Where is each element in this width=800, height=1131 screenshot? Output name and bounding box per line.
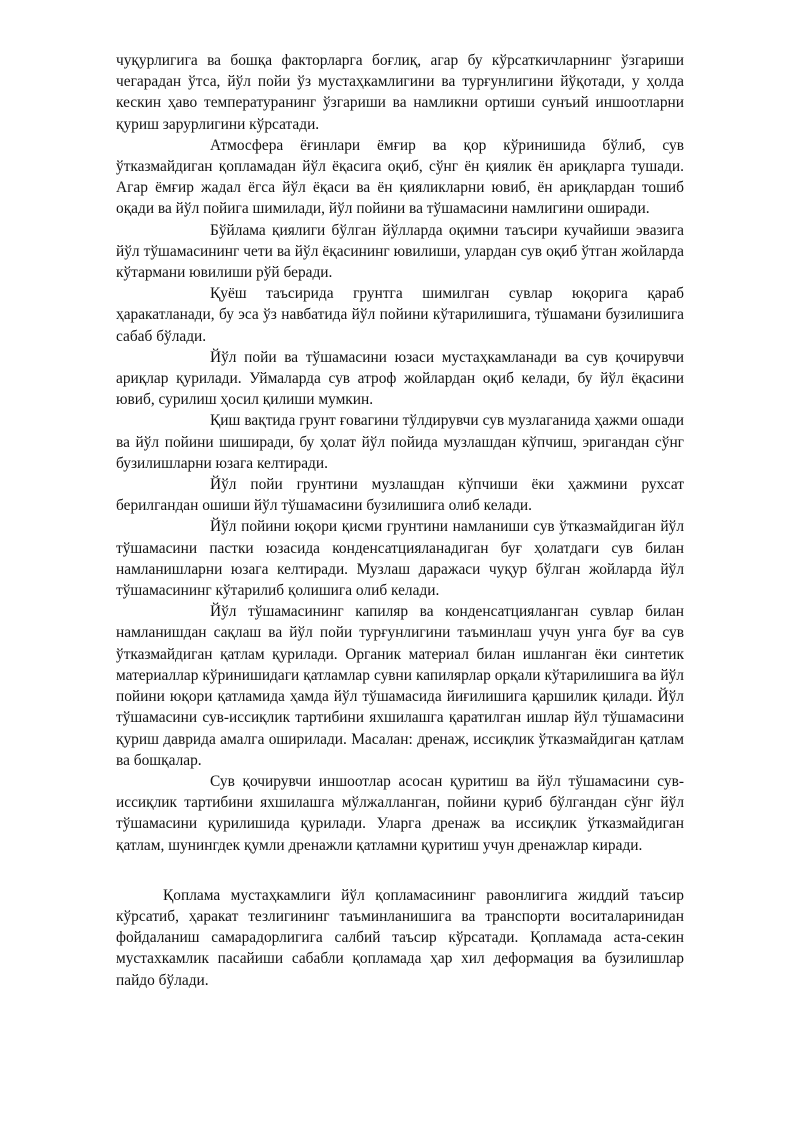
paragraph-2: Атмосфера ёғинлари ёмғир ва қор кўринишида бўлиб, сув ўтказмайдиган қопламадан йўл ёқасига оқиб, сўнг ён қиялик ён ариқларга тушади. Агар ёмғир жадал ёгса йўл ёқаси ва ён қияликларни ювиб, ён ариқлардан тошиб оқади ва йўл пойига шимилади, йўл пойини ва тўшамасини намлигини оширади. xyxy=(116,136,684,218)
paragraph-4: Қуёш таъсирида грунтга шимилган сувлар юқорига қараб ҳаракатланади, бу эса ўз навбатида йўл пойини кўтарилишига, тўшамани бузилишига сабаб бўлади. xyxy=(116,285,684,345)
paragraph-3: Бўйлама қиялиги бўлган йўлларда оқимни таъсири кучайиши эвазига йўл тўшамасининг чети ва йўл ёқасининг ювилиши, улардан сув оқиб ўтган жойларда кўтармани ювилиши рўй беради. xyxy=(116,221,684,282)
paragraph-11: Қоплама мустаҳкамлиги йўл қопламасининг равонлигига жиддий таъсир кўрсатиб, ҳаракат тезлигининг таъминланишига ва транспорти воситаларинидан фойдаланиш самарадорлигига салбий таъсир кўрсатади. Қопламада аста-секин мустахкамлик пасайиши сабабли қопламада ҳар хил деформация ва бузилишлар пайдо бўлади. xyxy=(116,886,684,989)
document-body xyxy=(116,50,684,991)
paragraph-9: Йўл тўшамасининг капиляр ва конденсатцияланган сувлар билан намланишдан сақлаш ва йўл пойи турғунлигини таъминлаш учун унга буғ ва сув ўтказмайдиган қатлам қурилади. Органик материал билан ишланган ёки синтетик материаллар кўринишидаги қатламлар сувни капилярлар орқали кўтарилишига ва йўл пойини юқори қатламида ҳамда йўл тўшамасида йиғилишига қаршилик қилади. Йўл тўшамасини сув-иссиқлик тартибини яхшилашга қаратилган ишлар йўл тўшамасини қуриш даврида амалга оширилади. Масалан: дренаж, иссиқлик ўтказмайдиган қатлам ва бошқалар. xyxy=(116,603,684,769)
paragraph-1: чуқурлигига ва бошқа факторларга боғлиқ, агар бу кўрсаткичларнинг ўзгариши чегарадан ўтса, йўл пойи ўз мустаҳкамлигини ва турғунлигини йўқотади, у ҳолда кескин ҳаво температуранинг ўзгариши ва намликни ортиши сунъий иншоотларни қуриш зарурлигини кўрсатади. xyxy=(116,52,684,133)
paragraph-6: Қиш вақтида грунт ғовагини тўлдирувчи сув музлаганида ҳажми ошади ва йўл пойини шиширади, бу ҳолат йўл пойида музлашдан кўпчиш, эригандан сўнг бузилишларни юзага келтиради. xyxy=(116,412,684,472)
paragraph-5: Йўл пойи ва тўшамасини юзаси мустаҳкамланади ва сув қочирувчи ариқлар қурилади. Уймаларда сув атроф жойлардан оқиб келади, бу йўл ёқасини ювиб, сурилиш ҳосил қилиши мумкин. xyxy=(116,348,684,409)
paragraph-8: Йўл пойини юқори қисми грунтини намланиши сув ўтказмайдиган йўл тўшамасини пастки юзасида конденсатцияланадиган буғ ҳолатдаги сув билан намланишларни юзага келтиради. Музлаш даражаси чуқур бўлган жойларда йўл тўшамасининг кўтарилиб қолишига олиб келади. xyxy=(116,518,684,600)
paragraph-10: Сув қочирувчи иншоотлар асосан қуритиш ва йўл тўшамасини сув-иссиқлик тартибини яхшилашга мўлжалланган, пойини қуриб бўлгандан сўнг йўл тўшамасини қурилишида қурилади. Уларга дренаж ва иссиқлик ўтказмайдиган қатлам, шунингдек қумли дренажли қатламни қуритиш учун дренажлар киради. xyxy=(116,772,684,854)
paragraph-7: Йўл пойи грунтини музлашдан кўпчиши ёки ҳажмини рухсат берилгандан ошиши йўл тўшамасини бузилишига олиб келади. xyxy=(116,476,684,515)
paragraph-spacer xyxy=(116,856,684,885)
